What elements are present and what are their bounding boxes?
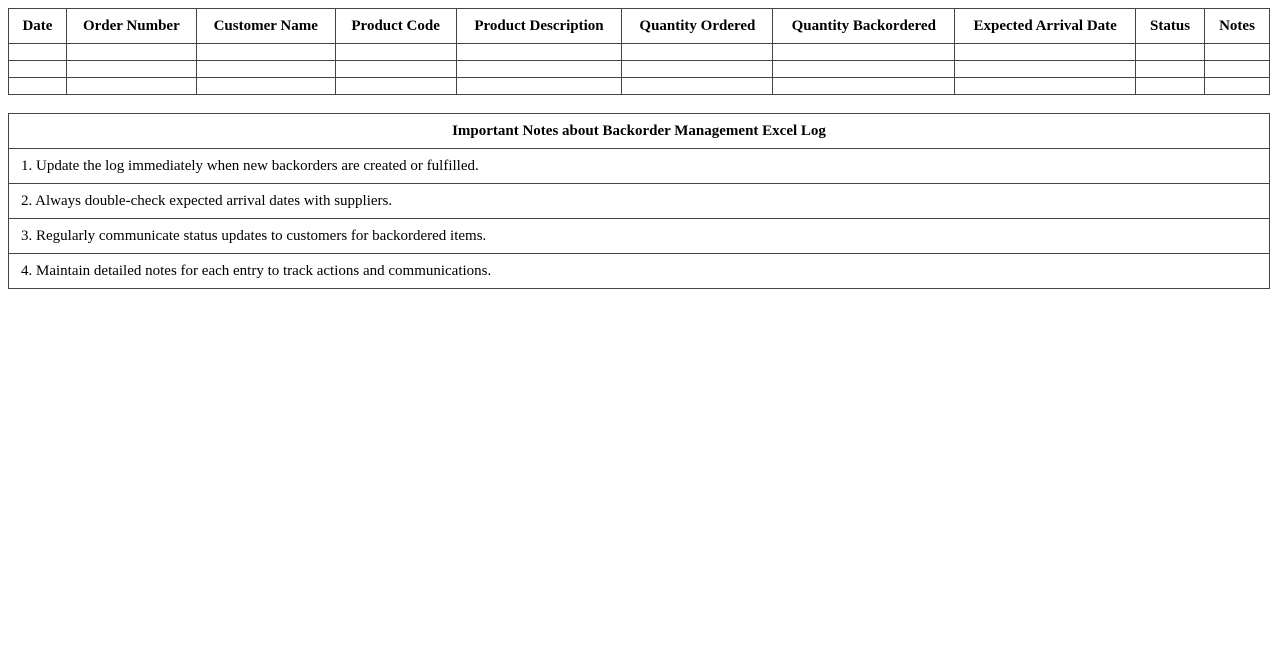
note-row [9,219,1270,254]
table-cell[interactable] [335,44,456,61]
table-cell[interactable] [773,78,955,95]
table-cell[interactable] [66,44,196,61]
note-row [9,184,1270,219]
table-cell[interactable] [622,78,773,95]
table-cell[interactable] [66,78,196,95]
table-cell[interactable] [335,78,456,95]
note-item: 3. Regularly communicate status updates to customers for backordered items. [9,219,1270,254]
table-cell[interactable] [196,61,335,78]
table-cell[interactable] [622,61,773,78]
table-cell[interactable] [196,78,335,95]
note-item: 1. Update the log immediately when new backorders are created or fulfilled. [9,149,1270,184]
table-cell[interactable] [66,61,196,78]
notes-header-row [9,114,1270,149]
note-row [9,254,1270,289]
table-cell[interactable] [622,44,773,61]
table-cell[interactable] [196,44,335,61]
table-cell[interactable] [955,78,1136,95]
table-row [9,61,1270,78]
column-header-product-description: Product Description [456,9,622,44]
column-header-status: Status [1136,9,1205,44]
table-cell[interactable] [955,44,1136,61]
table-row [9,44,1270,61]
column-header-expected-arrival-date: Expected Arrival Date [955,9,1136,44]
column-header-quantity-ordered: Quantity Ordered [622,9,773,44]
important-notes-table [8,113,1270,289]
table-cell[interactable] [9,44,67,61]
table-cell[interactable] [9,61,67,78]
backorder-log-table [8,8,1270,95]
table-cell[interactable] [1205,61,1270,78]
column-header-order-number: Order Number [66,9,196,44]
table-cell[interactable] [1205,44,1270,61]
column-header-date: Date [9,9,67,44]
table-cell[interactable] [335,61,456,78]
header-row [9,9,1270,44]
table-cell[interactable] [456,78,622,95]
table-cell[interactable] [456,61,622,78]
table-cell[interactable] [773,44,955,61]
table-cell[interactable] [9,78,67,95]
note-item: 2. Always double-check expected arrival dates with suppliers. [9,184,1270,219]
table-cell[interactable] [1136,78,1205,95]
table-cell[interactable] [1136,61,1205,78]
column-header-product-code: Product Code [335,9,456,44]
notes-title: Important Notes about Backorder Management Excel Log [9,114,1270,149]
table-row [9,78,1270,95]
table-cell[interactable] [955,61,1136,78]
note-row [9,149,1270,184]
column-header-notes: Notes [1205,9,1270,44]
column-header-quantity-backordered: Quantity Backordered [773,9,955,44]
table-cell[interactable] [773,61,955,78]
note-item: 4. Maintain detailed notes for each entry to track actions and communications. [9,254,1270,289]
table-cell[interactable] [456,44,622,61]
table-cell[interactable] [1136,44,1205,61]
table-cell[interactable] [1205,78,1270,95]
column-header-customer-name: Customer Name [196,9,335,44]
